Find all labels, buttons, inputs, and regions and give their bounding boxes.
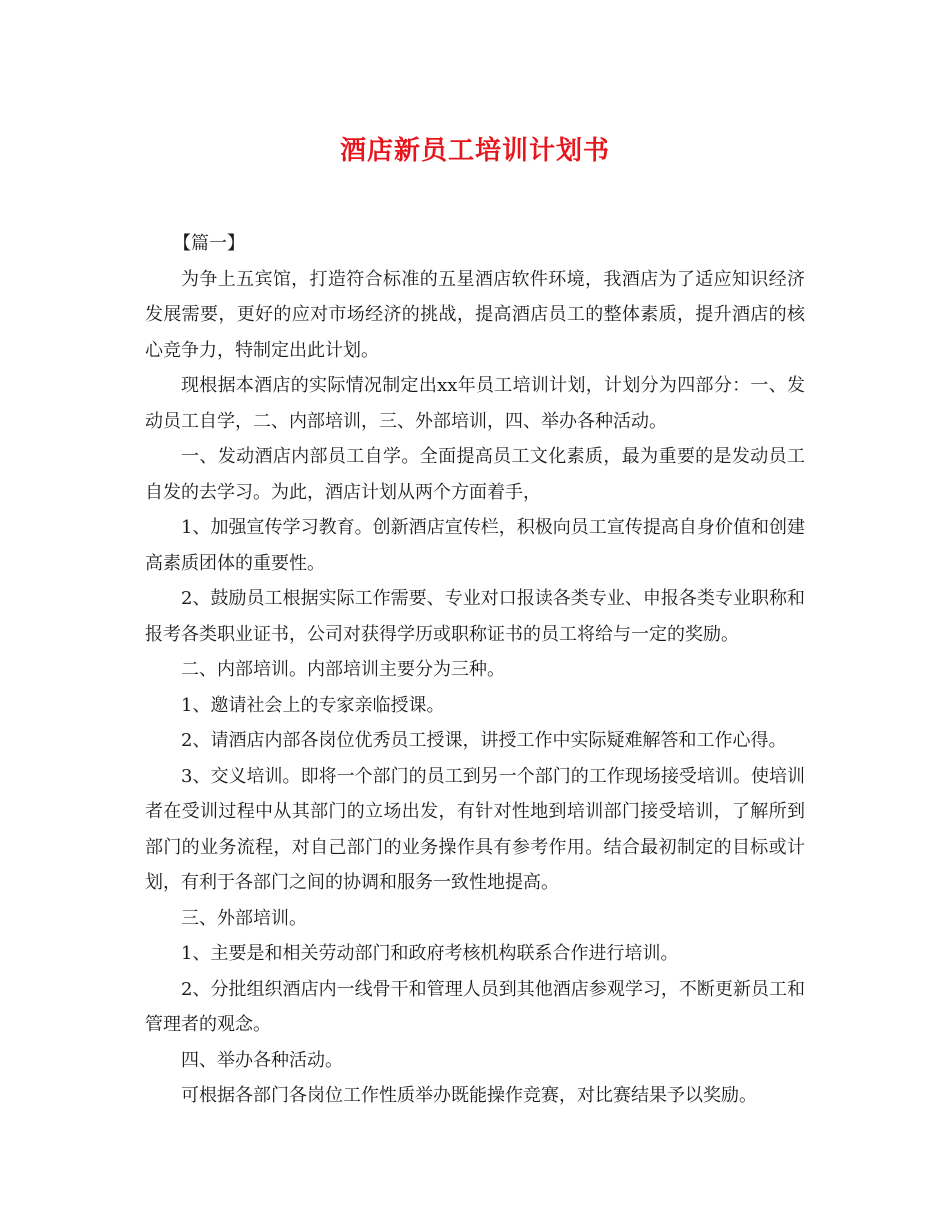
paragraph-5: 2、鼓励员工根据实际工作需要、专业对口报读各类专业、申报各类专业职称和报考各类职业证书，公司对获得学历或职称证书的员工将给与一定的奖励。: [145, 588, 805, 645]
paragraph-7: 1、邀请社会上的专家亲临授课。: [181, 694, 445, 716]
paragraph-10: 三、外部培训。: [181, 907, 307, 929]
document-body: [145, 226, 805, 1114]
paragraph-1: 为争上五宾馆，打造符合标准的五星酒店软件环境，我酒店为了适应知识经济发展需要，更好的应对市场经济的挑战，提高酒店员工的整体素质，提升酒店的核心竞争力，特制定出此计划。: [145, 268, 805, 361]
paragraph-3: 一、发动酒店内部员工自学。全面提高员工文化素质，最为重要的是发动员工自发的去学习。为此，酒店计划从两个方面着手，: [145, 446, 805, 503]
paragraph-12: 2、分批组织酒店内一线骨干和管理人员到其他酒店参观学习，不断更新员工和管理者的观念。: [145, 978, 805, 1035]
section-label: 【篇一】: [173, 233, 245, 254]
paragraph-4: 1、加强宣传学习教育。创新酒店宣传栏，积极向员工宣传提高自身价值和创建高素质团体的重要性。: [145, 517, 805, 574]
paragraph-8: 2、请酒店内部各岗位优秀员工授课，讲授工作中实际疑难解答和工作心得。: [181, 730, 787, 751]
paragraph-6: 二、内部培训。内部培训主要分为三种。: [181, 659, 505, 680]
paragraph-14: 可根据各部门各岗位工作性质举办既能操作竞赛，对比赛结果予以奖励。: [181, 1085, 757, 1106]
paragraph-2: 现根据本酒店的实际情况制定出xx年员工培训计划，计划分为四部分：一、发动员工自学，二、内部培训，三、外部培训，四、举办各种活动。: [145, 375, 805, 432]
paragraph-9: 3、交义培训。即将一个部门的员工到另一个部门的工作现场接受培训。使培训者在受训过程中从其部门的立场出发，有针对性地到培训部门接受培训，了解所到部门的业务流程，对自己部门的业务操作具有参考作用。结合最初制定的目标或计划，有利于各部门之间的协调和服务一致性地提高。: [145, 765, 805, 893]
paragraph-13: 四、举办各种活动。: [181, 1049, 343, 1071]
document-title: 酒店新员工培训计划书: [339, 136, 610, 166]
paragraph-11: 1、主要是和相关劳动部门和政府考核机构联系合作进行培训。: [181, 943, 679, 964]
